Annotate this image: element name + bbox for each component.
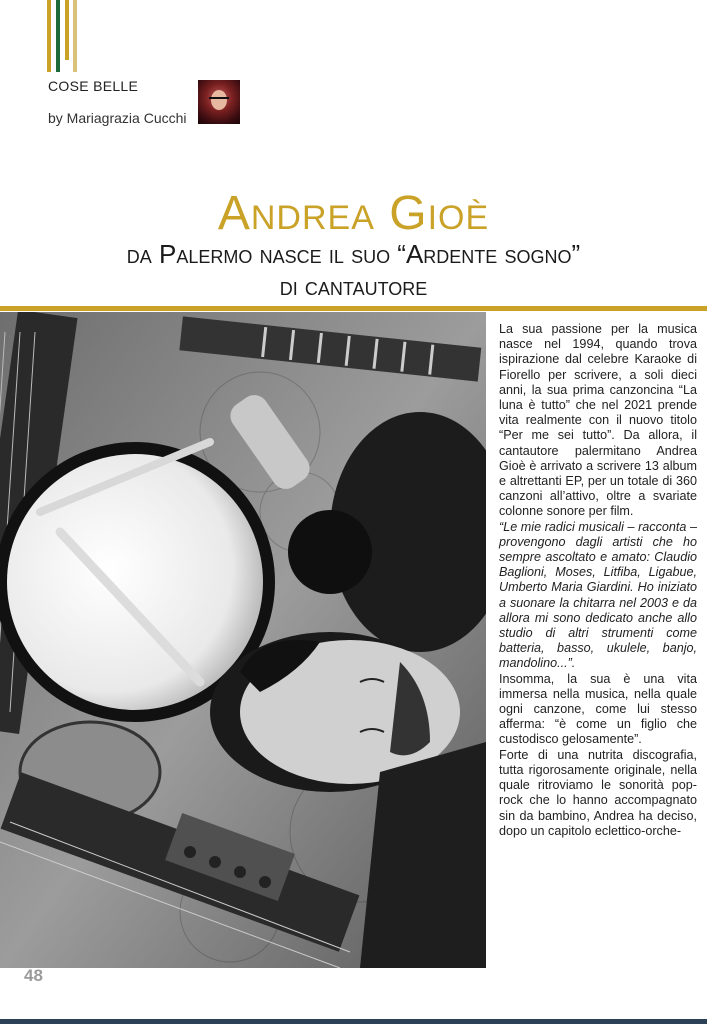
author-byline: by Mariagrazia Cucchi <box>48 110 187 126</box>
author-avatar <box>198 80 240 124</box>
article-body <box>499 322 697 839</box>
page-number: 48 <box>24 966 43 985</box>
section-label: COSE BELLE <box>48 78 139 94</box>
decorative-bars <box>44 0 84 72</box>
body-paragraph: Insomma, la sua è una vita immersa nella musica, nella quale ogni canzone, come lui stesso afferma: “è come un figlio che custodisco gelosamente”. <box>499 671 697 747</box>
body-paragraph: La sua passione per la musica nasce nel 1994, quando trova ispirazione dal celebre Karaoke di Fiorello per scrivere, a soli dieci anni, la sua prima canzoncina “La luna è tutto” che nel 2021 prende vita realmente con il nuovo titolo “Per me sei tutto”. Da allora, il cantautore palermitano Andrea Gioè è arrivato a scrivere 13 album e altrettanti EP, per un totale di 360 canzoni all’attivo, oltre a svariate colonne sonore per film. <box>499 322 697 519</box>
gold-bar <box>47 0 51 72</box>
title-divider <box>0 306 707 311</box>
green-bar <box>56 0 60 72</box>
quote-paragraph: “Le mie radici musicali – racconta – provengono dagli artisti che ho sempre ascoltato e amato: Claudio Baglioni, Moses, Litfiba, Ligabue, Umberto Maria Giardini. Ho iniziato a suonare la chitarra nel 2003 e da allora mi sono dedicato anche allo studio di altri strumenti come batteria, basso, ukulele, banjo, mandolino...”. <box>499 519 697 671</box>
footer-rule <box>0 1019 707 1024</box>
gold-bar <box>65 0 69 60</box>
subtitle-line: di cantautore <box>279 271 428 301</box>
artist-photo <box>0 312 486 968</box>
article-subtitle <box>0 238 707 302</box>
article-title: Andrea Gioè <box>217 187 490 240</box>
light-gold-bar <box>73 0 77 72</box>
subtitle-line: da Palermo nasce il suo “Ardente sogno” <box>126 239 581 269</box>
body-paragraph: Forte di una nutrita discografia, tutta rigorosamente originale, nella quale ritroviamo le sonorità pop-rock che lo hanno accompagnato sin da bambino, Andrea ha deciso, dopo un capitolo eclettico-orche- <box>499 747 697 838</box>
